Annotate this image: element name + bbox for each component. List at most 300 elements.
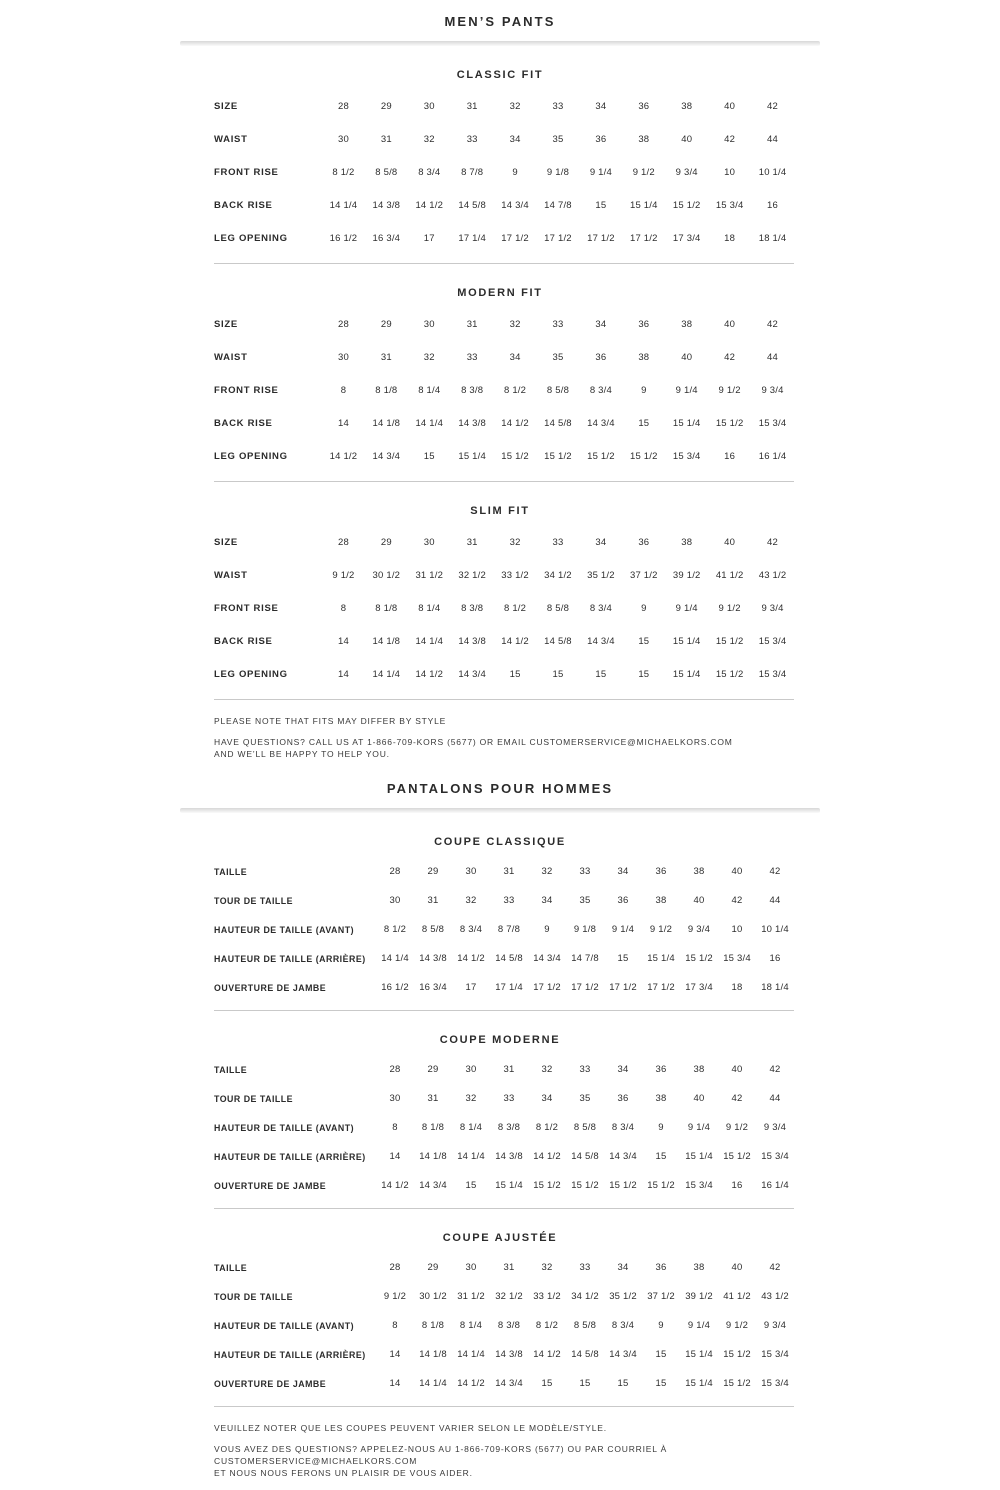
table-cell: 14 3/4 bbox=[501, 200, 529, 211]
table-cell: 15 1/2 bbox=[647, 1180, 675, 1191]
section-coupe-ajustee bbox=[180, 1231, 820, 1398]
table-cell: 15 3/4 bbox=[672, 451, 701, 462]
table-row bbox=[214, 1113, 794, 1142]
table-cell: 30 bbox=[423, 319, 435, 330]
table-cell: 10 1/4 bbox=[758, 167, 787, 178]
table-cell: 33 bbox=[503, 1093, 515, 1104]
table-cell: 9 1/2 bbox=[718, 603, 741, 614]
table-cell: 9 1/2 bbox=[649, 924, 673, 935]
table-cell: 15 1/2 bbox=[630, 451, 658, 462]
table-cell: 15 bbox=[655, 1349, 667, 1360]
table-cell: 17 1/2 bbox=[571, 982, 599, 993]
table-cell: 17 1/2 bbox=[587, 233, 615, 244]
table-cell: 15 1/2 bbox=[533, 1180, 561, 1191]
row-label: OUVERTURE DE JAMBE bbox=[214, 1180, 327, 1191]
table-cell: 36 bbox=[638, 101, 650, 112]
table-cell: 15 bbox=[638, 418, 650, 429]
section-divider bbox=[214, 1010, 794, 1011]
table-cell: 34 1/2 bbox=[571, 1291, 599, 1302]
table-cell: 8 1/2 bbox=[332, 167, 355, 178]
table-cell: 42 bbox=[767, 319, 779, 330]
table-cell: 28 bbox=[389, 866, 401, 877]
table-cell: 15 3/4 bbox=[761, 1151, 789, 1162]
table-cell: 8 1/8 bbox=[375, 603, 398, 614]
table-cell: 42 bbox=[724, 352, 736, 363]
table-cell: 34 bbox=[617, 866, 629, 877]
table-cell: 32 bbox=[509, 101, 521, 112]
table-cell: 17 3/4 bbox=[672, 233, 701, 244]
table-cell: 14 3/8 bbox=[458, 636, 486, 647]
table-cell: 34 bbox=[541, 1093, 553, 1104]
table-cell: 14 bbox=[389, 1151, 401, 1162]
table-cell: 38 bbox=[655, 1093, 667, 1104]
table-cell: 40 bbox=[731, 1262, 743, 1273]
table-cell: 15 bbox=[655, 1378, 667, 1389]
table-cell: 33 bbox=[579, 1064, 591, 1075]
table-cell: 33 bbox=[466, 134, 478, 145]
table-cell: 14 5/8 bbox=[544, 418, 572, 429]
section-title: COUPE CLASSIQUE bbox=[434, 836, 566, 848]
table-cell: 42 bbox=[767, 537, 779, 548]
table-cell: 28 bbox=[389, 1262, 401, 1273]
contact-note-fr-line2: ET NOUS NOUS FERONS UN PLAISIR DE VOUS AIDER. bbox=[214, 1468, 473, 1478]
table-cell: 14 1/2 bbox=[533, 1151, 561, 1162]
table-cell: 15 3/4 bbox=[758, 636, 787, 647]
row-label: SIZE bbox=[214, 319, 238, 330]
table-cell: 15 1/2 bbox=[571, 1180, 599, 1191]
table-cell: 14 5/8 bbox=[571, 1151, 599, 1162]
table-cell: 43 1/2 bbox=[761, 1291, 789, 1302]
table-cell: 28 bbox=[337, 101, 349, 112]
table-row bbox=[214, 407, 794, 440]
table-cell: 17 1/2 bbox=[630, 233, 658, 244]
table-cell: 30 bbox=[389, 895, 401, 906]
table-cell: 8 3/4 bbox=[589, 385, 612, 396]
table-cell: 29 bbox=[380, 101, 392, 112]
table-row bbox=[214, 1282, 794, 1311]
table-cell: 15 3/4 bbox=[723, 953, 751, 964]
table-cell: 8 1/2 bbox=[504, 603, 527, 614]
english-size-charts bbox=[180, 68, 820, 700]
table-row bbox=[214, 1311, 794, 1340]
row-label: BACK RISE bbox=[214, 636, 273, 647]
table-cell: 9 1/2 bbox=[725, 1320, 749, 1331]
table-cell: 14 3/8 bbox=[458, 418, 486, 429]
table-row bbox=[214, 857, 794, 886]
table-row bbox=[214, 156, 794, 189]
table-row bbox=[214, 1084, 794, 1113]
table-cell: 14 1/4 bbox=[457, 1151, 485, 1162]
table-cell: 14 3/8 bbox=[495, 1151, 523, 1162]
table-cell: 9 1/2 bbox=[332, 570, 355, 581]
table-cell: 15 bbox=[655, 1151, 667, 1162]
table-cell: 15 1/2 bbox=[544, 451, 572, 462]
table-cell: 8 bbox=[340, 385, 347, 396]
table-cell: 40 bbox=[693, 895, 705, 906]
table-cell: 15 bbox=[638, 669, 650, 680]
table-cell: 32 bbox=[423, 352, 435, 363]
table-cell: 31 bbox=[503, 1262, 515, 1273]
table-cell: 17 1/2 bbox=[501, 233, 529, 244]
table-cell: 40 bbox=[724, 101, 736, 112]
size-table bbox=[180, 308, 820, 473]
row-label: WAIST bbox=[214, 134, 248, 145]
table-cell: 44 bbox=[767, 134, 779, 145]
table-cell: 36 bbox=[655, 1262, 667, 1273]
table-cell: 38 bbox=[681, 319, 693, 330]
table-cell: 14 1/2 bbox=[501, 636, 529, 647]
row-label: HAUTEUR DE TAILLE (ARRIÈRE) bbox=[214, 1151, 366, 1162]
table-cell: 15 1/2 bbox=[672, 200, 701, 211]
table-cell: 30 bbox=[423, 101, 435, 112]
table-cell: 14 bbox=[337, 636, 349, 647]
table-cell: 8 3/8 bbox=[497, 1320, 521, 1331]
section-title: MODERN FIT bbox=[457, 287, 543, 299]
table-cell: 31 1/2 bbox=[415, 570, 444, 581]
table-cell: 33 bbox=[466, 352, 478, 363]
table-cell: 8 bbox=[392, 1320, 398, 1331]
table-row bbox=[214, 222, 794, 255]
contact-note-en-line1: HAVE QUESTIONS? CALL US AT 1-866-709-KORS (5677) OR EMAIL CUSTOMERSERVICE@MICHAELKORS.COM bbox=[214, 737, 733, 747]
table-cell: 14 3/4 bbox=[372, 451, 401, 462]
table-cell: 9 bbox=[658, 1320, 664, 1331]
table-cell: 14 1/4 bbox=[415, 418, 444, 429]
table-cell: 8 3/8 bbox=[497, 1122, 521, 1133]
table-cell: 31 bbox=[380, 352, 392, 363]
table-cell: 15 3/4 bbox=[758, 669, 787, 680]
row-label: HAUTEUR DE TAILLE (ARRIÈRE) bbox=[214, 953, 366, 964]
table-cell: 38 bbox=[693, 866, 705, 877]
table-cell: 8 1/4 bbox=[459, 1320, 483, 1331]
table-cell: 37 1/2 bbox=[647, 1291, 675, 1302]
table-cell: 16 1/4 bbox=[758, 451, 787, 462]
table-cell: 8 5/8 bbox=[573, 1122, 597, 1133]
table-cell: 10 1/4 bbox=[761, 924, 789, 935]
table-cell: 30 bbox=[337, 352, 349, 363]
table-cell: 15 1/2 bbox=[723, 1349, 751, 1360]
table-cell: 8 3/4 bbox=[459, 924, 483, 935]
table-cell: 14 1/2 bbox=[381, 1180, 409, 1191]
table-cell: 31 bbox=[466, 537, 478, 548]
row-label: TAILLE bbox=[214, 866, 248, 877]
section-slim-fit bbox=[180, 504, 820, 691]
section-divider bbox=[214, 481, 794, 482]
table-cell: 17 1/4 bbox=[458, 233, 486, 244]
table-cell: 33 bbox=[552, 319, 564, 330]
table-cell: 30 bbox=[465, 866, 477, 877]
table-cell: 15 1/4 bbox=[647, 953, 675, 964]
table-row bbox=[214, 123, 794, 156]
table-cell: 15 1/2 bbox=[609, 1180, 637, 1191]
table-cell: 38 bbox=[655, 895, 667, 906]
table-cell: 14 1/4 bbox=[457, 1349, 485, 1360]
table-cell: 15 1/2 bbox=[715, 636, 744, 647]
table-cell: 38 bbox=[693, 1262, 705, 1273]
size-guide-page bbox=[180, 0, 820, 1490]
table-cell: 14 1/8 bbox=[419, 1151, 447, 1162]
table-cell: 14 1/2 bbox=[415, 200, 444, 211]
table-cell: 32 1/2 bbox=[495, 1291, 523, 1302]
table-cell: 17 1/2 bbox=[533, 982, 561, 993]
row-label: BACK RISE bbox=[214, 200, 273, 211]
table-cell: 42 bbox=[724, 134, 736, 145]
table-row bbox=[214, 886, 794, 915]
table-cell: 31 bbox=[466, 319, 478, 330]
table-cell: 10 bbox=[731, 924, 743, 935]
table-cell: 14 1/8 bbox=[419, 1349, 447, 1360]
row-label: SIZE bbox=[214, 101, 238, 112]
section-classic-fit bbox=[180, 68, 820, 255]
table-cell: 34 bbox=[595, 101, 607, 112]
table-cell: 14 1/8 bbox=[372, 636, 401, 647]
table-cell: 9 1/2 bbox=[725, 1122, 749, 1133]
table-cell: 14 3/4 bbox=[609, 1349, 637, 1360]
table-cell: 36 bbox=[595, 134, 607, 145]
row-label: TAILLE bbox=[214, 1262, 248, 1273]
table-row bbox=[214, 944, 794, 973]
table-cell: 36 bbox=[638, 537, 650, 548]
table-cell: 15 bbox=[579, 1378, 591, 1389]
table-cell: 16 bbox=[731, 1180, 743, 1191]
table-cell: 15 bbox=[423, 451, 435, 462]
table-cell: 14 1/4 bbox=[381, 953, 409, 964]
table-cell: 18 1/4 bbox=[758, 233, 787, 244]
table-cell: 14 1/4 bbox=[372, 669, 401, 680]
size-table bbox=[180, 857, 820, 1002]
table-cell: 34 bbox=[509, 134, 521, 145]
table-cell: 31 bbox=[503, 866, 515, 877]
table-cell: 32 bbox=[465, 895, 477, 906]
table-cell: 14 3/8 bbox=[372, 200, 401, 211]
table-cell: 14 5/8 bbox=[458, 200, 486, 211]
row-label: FRONT RISE bbox=[214, 385, 279, 396]
table-cell: 15 1/4 bbox=[630, 200, 658, 211]
table-cell: 34 bbox=[617, 1064, 629, 1075]
table-cell: 9 bbox=[658, 1122, 664, 1133]
table-cell: 16 3/4 bbox=[419, 982, 447, 993]
table-cell: 36 bbox=[617, 895, 629, 906]
size-table bbox=[180, 1253, 820, 1398]
table-cell: 17 1/4 bbox=[495, 982, 523, 993]
table-cell: 32 bbox=[541, 1262, 553, 1273]
table-cell: 31 bbox=[503, 1064, 515, 1075]
table-cell: 40 bbox=[724, 319, 736, 330]
row-label: LEG OPENING bbox=[214, 451, 288, 462]
table-cell: 15 3/4 bbox=[685, 1180, 713, 1191]
section-title: SLIM FIT bbox=[470, 505, 530, 517]
table-cell: 29 bbox=[427, 1064, 439, 1075]
table-cell: 15 1/2 bbox=[685, 953, 713, 964]
table-cell: 37 1/2 bbox=[630, 570, 658, 581]
row-label: TAILLE bbox=[214, 1064, 248, 1075]
table-cell: 14 bbox=[337, 418, 349, 429]
table-cell: 36 bbox=[655, 1064, 667, 1075]
section-title: CLASSIC FIT bbox=[456, 69, 544, 81]
table-cell: 17 bbox=[465, 982, 477, 993]
table-cell: 8 1/2 bbox=[383, 924, 407, 935]
header-divider bbox=[180, 41, 820, 46]
table-cell: 14 3/4 bbox=[587, 636, 615, 647]
page-title-en: MEN’S PANTS bbox=[444, 14, 556, 29]
table-cell: 30 1/2 bbox=[419, 1291, 447, 1302]
table-cell: 14 bbox=[389, 1378, 401, 1389]
table-cell: 15 bbox=[617, 1378, 629, 1389]
table-cell: 30 1/2 bbox=[372, 570, 401, 581]
table-cell: 9 3/4 bbox=[761, 603, 784, 614]
table-cell: 34 bbox=[617, 1262, 629, 1273]
table-row bbox=[214, 1253, 794, 1282]
table-row bbox=[214, 915, 794, 944]
table-cell: 35 bbox=[552, 134, 564, 145]
table-cell: 14 1/2 bbox=[415, 669, 444, 680]
table-cell: 8 1/4 bbox=[418, 603, 441, 614]
table-cell: 32 bbox=[509, 537, 521, 548]
section-modern-fit bbox=[180, 286, 820, 473]
table-cell: 34 bbox=[595, 319, 607, 330]
table-cell: 14 1/2 bbox=[501, 418, 529, 429]
contact-note-fr-line1: VOUS AVEZ DES QUESTIONS? APPELEZ-NOUS AU 1-866-709-KORS (5677) OU PAR COURRIEL À CUSTOMERSERVICE@MICHAELKORS.COM bbox=[214, 1444, 668, 1466]
section-coupe-moderne bbox=[180, 1033, 820, 1200]
table-cell: 8 1/8 bbox=[375, 385, 398, 396]
table-cell: 38 bbox=[638, 134, 650, 145]
french-size-charts bbox=[180, 835, 820, 1407]
table-cell: 8 1/4 bbox=[459, 1122, 483, 1133]
table-cell: 14 3/4 bbox=[458, 669, 486, 680]
table-cell: 42 bbox=[769, 866, 781, 877]
table-cell: 8 5/8 bbox=[546, 385, 570, 396]
table-cell: 9 bbox=[641, 603, 647, 614]
table-cell: 16 3/4 bbox=[372, 233, 401, 244]
table-cell: 44 bbox=[767, 352, 779, 363]
row-label: WAIST bbox=[214, 570, 248, 581]
table-cell: 40 bbox=[731, 1064, 743, 1075]
table-cell: 8 1/2 bbox=[535, 1122, 559, 1133]
table-cell: 9 3/4 bbox=[763, 1122, 787, 1133]
table-cell: 39 1/2 bbox=[685, 1291, 713, 1302]
table-cell: 42 bbox=[731, 895, 743, 906]
table-cell: 14 bbox=[337, 669, 349, 680]
table-cell: 9 3/4 bbox=[675, 167, 698, 178]
table-cell: 17 1/2 bbox=[609, 982, 637, 993]
row-label: LEG OPENING bbox=[214, 669, 288, 680]
table-row bbox=[214, 1369, 794, 1398]
table-cell: 16 bbox=[767, 200, 779, 211]
table-cell: 15 1/4 bbox=[672, 418, 701, 429]
table-cell: 14 1/4 bbox=[415, 636, 444, 647]
section-title: COUPE MODERNE bbox=[439, 1034, 561, 1046]
table-cell: 28 bbox=[389, 1064, 401, 1075]
row-label: TOUR DE TAILLE bbox=[214, 895, 294, 906]
table-cell: 28 bbox=[337, 319, 349, 330]
contact-note-fr bbox=[214, 1443, 794, 1479]
table-cell: 31 bbox=[466, 101, 478, 112]
table-cell: 15 1/2 bbox=[587, 451, 615, 462]
table-cell: 33 bbox=[552, 537, 564, 548]
contact-note-en bbox=[214, 736, 794, 760]
table-cell: 33 bbox=[552, 101, 564, 112]
row-label: HAUTEUR DE TAILLE (ARRIÈRE) bbox=[214, 1349, 366, 1360]
table-cell: 16 bbox=[724, 451, 736, 462]
size-table bbox=[180, 90, 820, 255]
table-cell: 30 bbox=[423, 537, 435, 548]
table-cell: 8 3/4 bbox=[589, 603, 612, 614]
table-cell: 15 bbox=[552, 669, 564, 680]
table-cell: 32 1/2 bbox=[458, 570, 486, 581]
table-cell: 30 bbox=[465, 1064, 477, 1075]
table-cell: 15 1/2 bbox=[501, 451, 529, 462]
footnotes-en bbox=[180, 700, 820, 771]
section-title: COUPE AJUSTÉE bbox=[442, 1232, 558, 1244]
row-label: LEG OPENING bbox=[214, 233, 288, 244]
table-cell: 42 bbox=[731, 1093, 743, 1104]
fit-note-en: PLEASE NOTE THAT FITS MAY DIFFER BY STYLE bbox=[214, 716, 447, 726]
table-cell: 14 1/2 bbox=[329, 451, 358, 462]
table-cell: 8 1/2 bbox=[535, 1320, 559, 1331]
row-label: TOUR DE TAILLE bbox=[214, 1093, 294, 1104]
table-cell: 8 5/8 bbox=[573, 1320, 597, 1331]
table-cell: 34 bbox=[595, 537, 607, 548]
table-cell: 9 bbox=[544, 924, 550, 935]
table-cell: 30 bbox=[389, 1093, 401, 1104]
row-label: FRONT RISE bbox=[214, 603, 279, 614]
table-cell: 15 1/2 bbox=[723, 1151, 751, 1162]
table-cell: 8 1/8 bbox=[421, 1122, 445, 1133]
table-cell: 32 bbox=[541, 866, 553, 877]
table-row bbox=[214, 1340, 794, 1369]
table-row bbox=[214, 440, 794, 473]
table-cell: 14 7/8 bbox=[544, 200, 572, 211]
table-cell: 15 1/2 bbox=[723, 1378, 751, 1389]
table-cell: 41 1/2 bbox=[723, 1291, 751, 1302]
table-cell: 8 3/4 bbox=[611, 1122, 635, 1133]
row-label: TOUR DE TAILLE bbox=[214, 1291, 294, 1302]
table-cell: 14 3/4 bbox=[495, 1378, 523, 1389]
table-cell: 28 bbox=[337, 537, 349, 548]
table-cell: 8 bbox=[392, 1122, 398, 1133]
table-cell: 15 bbox=[638, 636, 650, 647]
table-cell: 15 1/4 bbox=[672, 669, 701, 680]
table-cell: 15 bbox=[541, 1378, 553, 1389]
table-cell: 32 bbox=[465, 1093, 477, 1104]
table-cell: 14 3/4 bbox=[609, 1151, 637, 1162]
table-cell: 17 1/2 bbox=[647, 982, 675, 993]
size-table bbox=[180, 1055, 820, 1200]
table-cell: 29 bbox=[380, 537, 392, 548]
table-cell: 14 1/8 bbox=[372, 418, 401, 429]
table-cell: 38 bbox=[693, 1064, 705, 1075]
table-cell: 41 1/2 bbox=[715, 570, 744, 581]
table-cell: 15 1/4 bbox=[458, 451, 486, 462]
table-cell: 32 bbox=[541, 1064, 553, 1075]
table-cell: 9 1/8 bbox=[573, 924, 597, 935]
table-cell: 29 bbox=[427, 866, 439, 877]
table-cell: 36 bbox=[617, 1093, 629, 1104]
row-label: WAIST bbox=[214, 352, 248, 363]
table-cell: 14 3/4 bbox=[533, 953, 561, 964]
table-cell: 42 bbox=[767, 101, 779, 112]
table-cell: 35 bbox=[579, 1093, 591, 1104]
row-label: HAUTEUR DE TAILLE (AVANT) bbox=[214, 924, 355, 935]
table-cell: 18 bbox=[724, 233, 736, 244]
table-cell: 8 1/2 bbox=[504, 385, 527, 396]
table-cell: 40 bbox=[731, 866, 743, 877]
table-cell: 15 1/4 bbox=[685, 1349, 713, 1360]
row-label: FRONT RISE bbox=[214, 167, 279, 178]
table-cell: 14 3/8 bbox=[495, 1349, 523, 1360]
table-cell: 17 3/4 bbox=[685, 982, 713, 993]
table-cell: 9 1/2 bbox=[718, 385, 741, 396]
table-cell: 33 1/2 bbox=[533, 1291, 561, 1302]
